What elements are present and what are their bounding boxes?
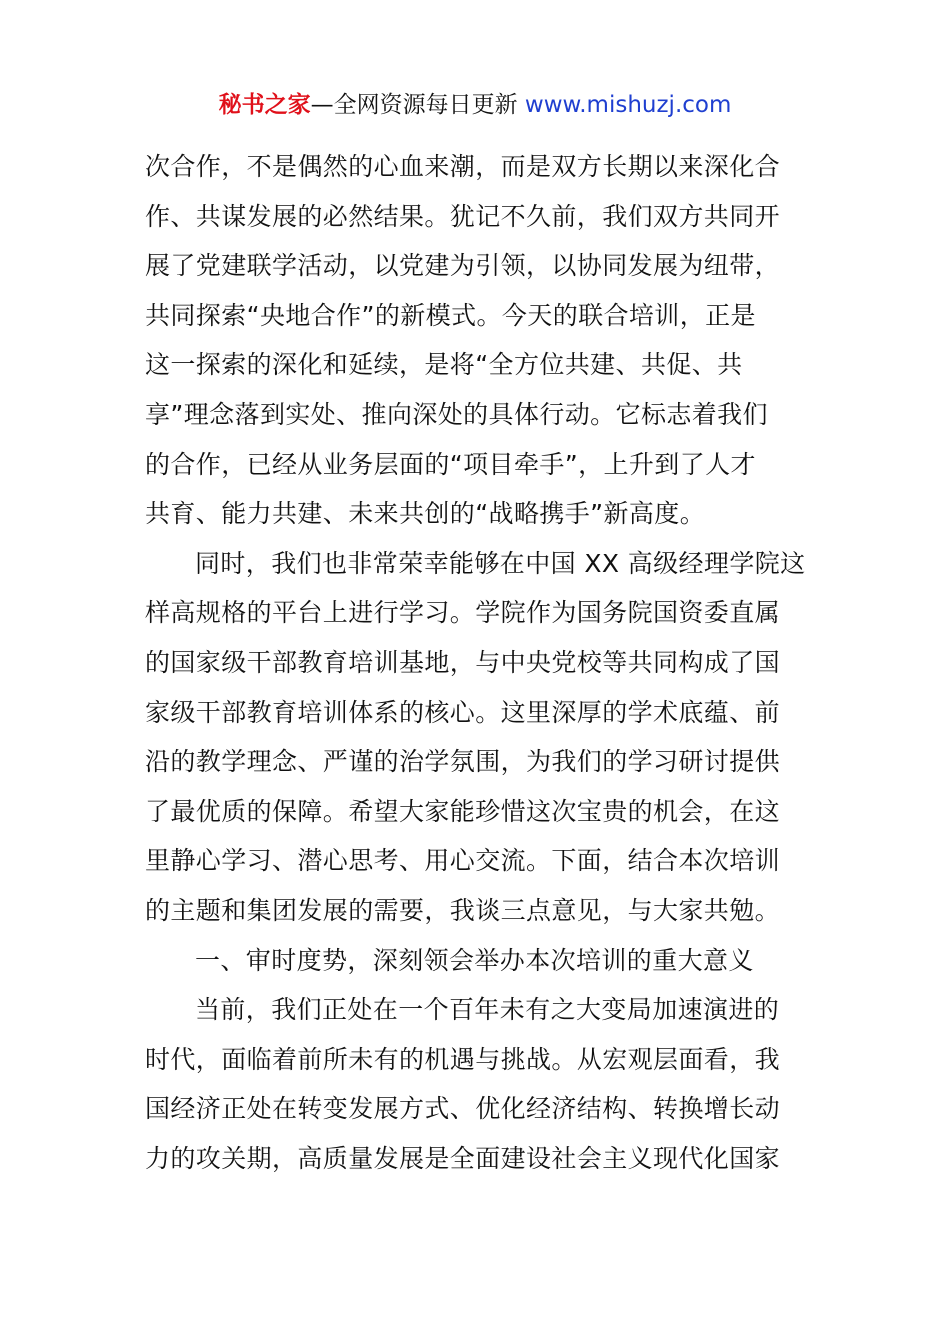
text-line: 里静心学习、潜心思考、用心交流。下面，结合本次培训 [145,846,781,876]
text-line: 享”理念落到实处、推向深处的具体行动。它标志着我们 [145,399,768,429]
text-line: 次合作，不是偶然的心血来潮，而是双方长期以来深化合 [145,152,781,181]
text-line: 共育、能力共建、未来共创的“战略携手”新高度。 [145,499,706,529]
text-line: 的国家级干部教育培训基地，与中央党校等共同构成了国 [145,647,781,677]
paragraph-1 [145,142,807,539]
section-heading-1: 一、审时度势，深刻领会举办本次培训的重大意义 [195,945,754,975]
text-line: 力的攻关期，高质量发展是全面建设社会主义现代化国家 [145,1143,781,1173]
text-line: 沿的教学理念、严谨的治学氛围，为我们的学习研讨提供 [145,747,781,777]
text-line: 作、共谋发展的必然结果。犹记不久前，我们双方共同开 [145,201,781,231]
text-line: 共同探索“央地合作”的新模式。今天的联合培训，正是 [145,300,756,330]
paragraph-2 [145,539,807,936]
page-header [0,88,950,122]
text-line: 的主题和集团发展的需要，我谈三点意见，与大家共勉。 [145,895,781,925]
document-body [145,142,807,1183]
text-line: 同时，我们也非常荣幸能够在中国 XX 高级经理学院这 [195,548,806,578]
text-line: 了最优质的保障。希望大家能珍惜这次宝贵的机会，在这 [145,796,781,826]
text-line: 时代，面临着前所未有的机遇与挑战。从宏观层面看，我 [145,1044,781,1074]
site-brand: 秘书之家 [218,92,311,118]
text-line: 国经济正处在转变发展方式、优化经济结构、转换增长动 [145,1094,781,1124]
text-line: 当前，我们正处在一个百年未有之大变局加速演进的 [195,995,780,1025]
text-line: 家级干部教育培训体系的核心。这里深厚的学术底蕴、前 [145,697,781,727]
text-line: 这一探索的深化和延续，是将“全方位共建、共促、共 [145,350,743,380]
site-tagline: —全网资源每日更新 [310,92,525,118]
text-line: 展了党建联学活动，以党建为引领，以协同发展为纽带， [145,251,781,281]
paragraph-3 [145,985,807,1183]
text-line: 样高规格的平台上进行学习。学院作为国务院国资委直属 [145,598,781,628]
site-url-link[interactable]: www.mishuzj.com [524,92,732,118]
text-line: 的合作，已经从业务层面的“项目牵手”，上升到了人才 [145,449,756,479]
